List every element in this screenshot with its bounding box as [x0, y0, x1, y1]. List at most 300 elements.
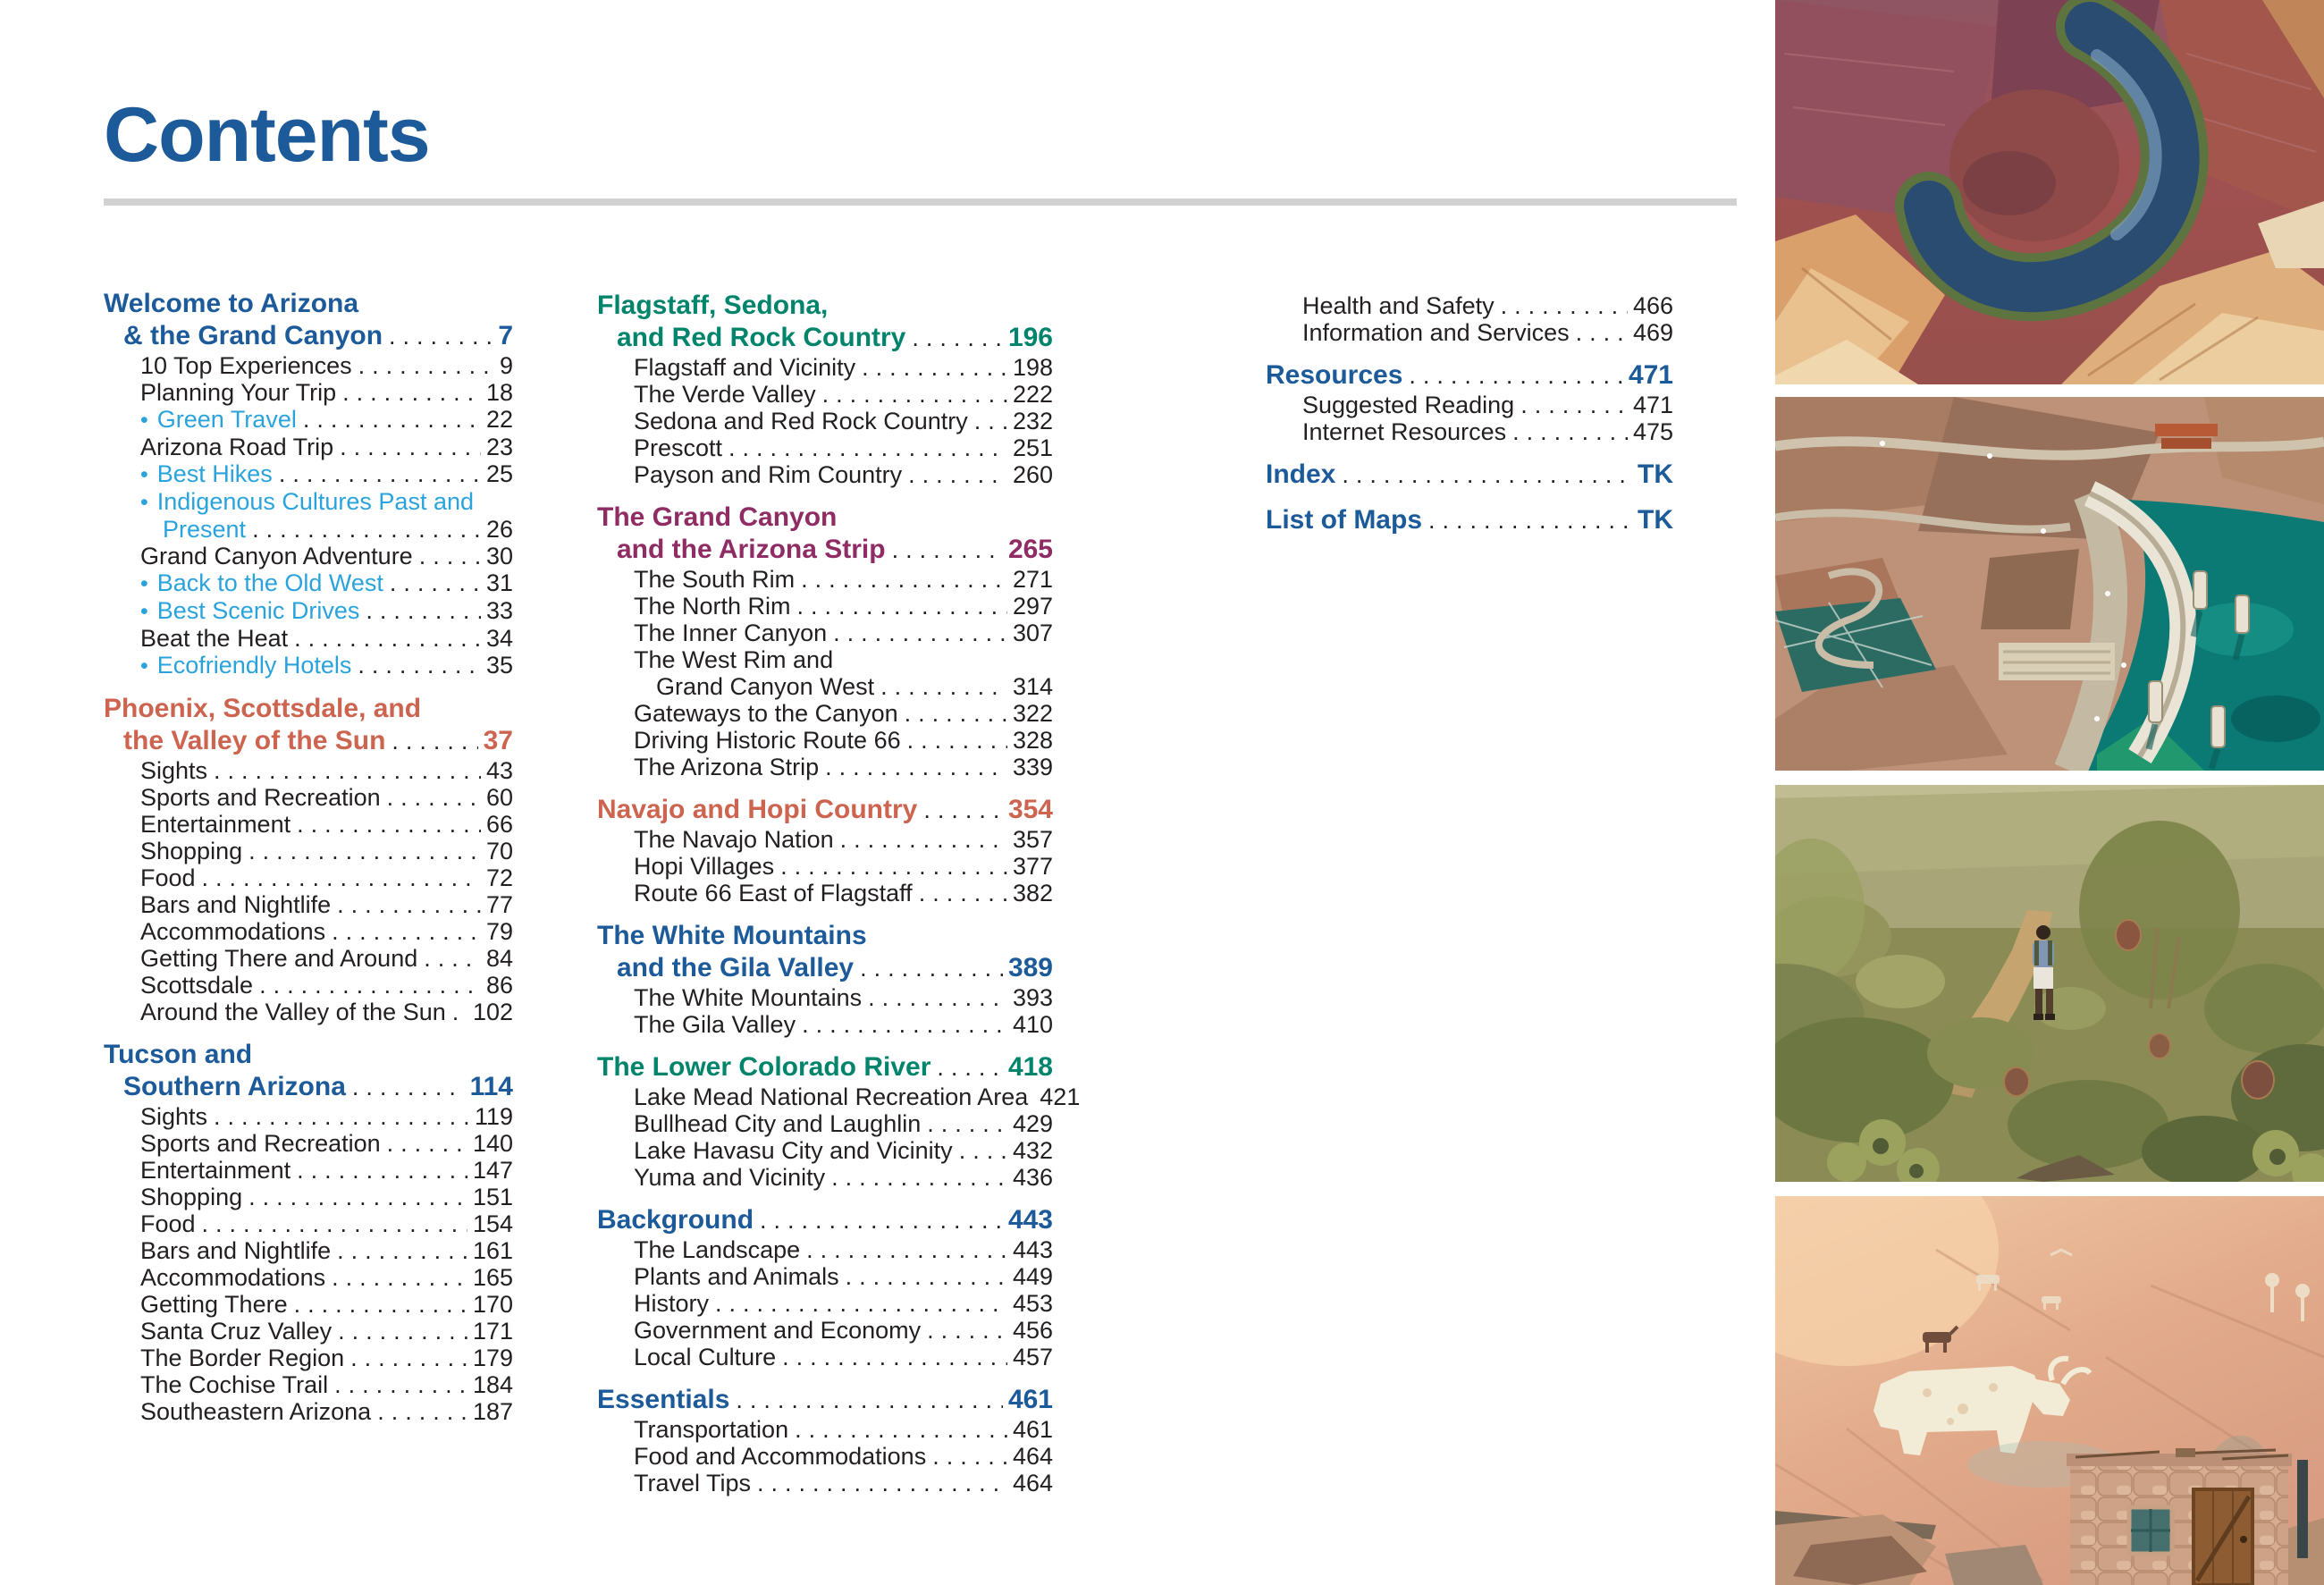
dot-leader	[932, 1443, 1007, 1470]
dot-leader	[202, 1210, 467, 1237]
toc-entry	[104, 1237, 513, 1264]
page-number: 475	[1632, 418, 1673, 445]
entry-label: Lake Havasu City and Vicinity	[634, 1137, 953, 1164]
page-number: 232	[1012, 408, 1053, 434]
section-header-row	[597, 1384, 1053, 1416]
toc-entry	[104, 1264, 513, 1291]
dot-leader	[214, 757, 481, 784]
toc-section	[597, 290, 1053, 488]
page-number: 43	[485, 757, 513, 784]
entry-label: Bars and Nightlife	[140, 891, 332, 918]
entry-label: Indigenous Cultures Past and	[156, 488, 474, 515]
dot-leader	[927, 1317, 1007, 1344]
dot-leader	[840, 826, 1007, 853]
entry-label: Government and Economy	[634, 1317, 922, 1344]
section-title: Background	[597, 1205, 754, 1235]
page-number: 471	[1632, 392, 1673, 418]
toc-entry	[104, 945, 513, 972]
toc-entry	[104, 918, 513, 945]
toc-section	[597, 794, 1053, 906]
section-title: Resources	[1266, 360, 1403, 390]
entry-label: Around the Valley of the Sun	[140, 999, 446, 1025]
page-number: 114	[469, 1072, 513, 1101]
dot-leader	[297, 1157, 467, 1184]
toc-entry	[597, 646, 1053, 673]
dot-leader	[846, 1263, 1007, 1290]
dot-leader	[905, 700, 1007, 727]
page-number: 456	[1012, 1317, 1053, 1344]
toc-entry	[597, 1110, 1053, 1137]
dot-leader	[880, 673, 1007, 700]
section-header-row	[597, 794, 1053, 826]
entry-label: Prescott	[634, 434, 723, 461]
entry-label: Southeastern Arizona	[140, 1398, 372, 1425]
entry-label: Entertainment	[140, 811, 291, 838]
dot-leader	[937, 1051, 1003, 1083]
page-number: 222	[1012, 381, 1053, 408]
page-number: 436	[1012, 1164, 1053, 1191]
toc-section	[597, 1204, 1053, 1370]
photo-pictograph-wall	[1775, 1196, 2324, 1585]
page-number: 22	[485, 406, 513, 433]
dot-leader	[392, 725, 477, 757]
entry-label: 10 Top Experiences	[140, 352, 352, 379]
toc-entry	[597, 880, 1053, 906]
section-title: and the Arizona Strip	[617, 535, 886, 564]
toc-entry	[1266, 392, 1673, 418]
page-number: 25	[485, 460, 513, 487]
dot-leader	[1342, 459, 1632, 491]
toc-entry	[597, 408, 1053, 434]
dot-leader	[974, 408, 1007, 434]
dot-leader	[294, 1291, 467, 1318]
page-number: 357	[1012, 826, 1053, 853]
dot-leader	[892, 534, 1003, 566]
dot-leader	[338, 1318, 467, 1345]
page-number: 179	[472, 1345, 513, 1371]
toc-entry	[597, 984, 1053, 1011]
toc-entry	[104, 1184, 513, 1210]
photo-desert-hiker	[1775, 785, 2324, 1182]
toc-entry	[104, 543, 513, 569]
dot-leader	[377, 1398, 467, 1425]
toc-entry	[597, 700, 1053, 727]
page-number: 31	[485, 569, 513, 596]
page-number: 429	[1012, 1110, 1053, 1137]
section-header-row	[597, 952, 1053, 984]
page-number: 457	[1012, 1344, 1053, 1370]
section-title: The Grand Canyon	[597, 502, 838, 532]
entry-label: The Verde Valley	[634, 381, 816, 408]
entry-label: Best Hikes	[156, 460, 273, 487]
page-number: 77	[485, 891, 513, 918]
photo-horseshoe-bend	[1775, 0, 2324, 384]
entry-label: Transportation	[634, 1416, 789, 1443]
page-number: 37	[483, 726, 513, 755]
toc-section	[597, 920, 1053, 1038]
entry-label: The Navajo Nation	[634, 826, 834, 853]
toc-entry	[597, 1470, 1053, 1496]
section-header-row	[597, 534, 1053, 566]
toc-entry	[104, 379, 513, 406]
toc-entry	[104, 891, 513, 918]
dot-leader	[334, 1371, 467, 1398]
page-number: 196	[1007, 323, 1053, 352]
dot-leader	[862, 354, 1007, 381]
dot-leader	[923, 794, 1003, 826]
dot-leader	[797, 593, 1007, 620]
toc-entry	[104, 352, 513, 379]
section-title: The White Mountains	[597, 921, 867, 950]
section-header-row	[104, 320, 513, 352]
section-header-row	[1266, 459, 1673, 491]
dot-leader	[340, 434, 481, 460]
dot-leader	[715, 1290, 1007, 1317]
toc-entry	[597, 1263, 1053, 1290]
entry-label: Present	[163, 516, 247, 543]
section-title: the Valley of the Sun	[123, 726, 386, 755]
dot-leader	[959, 1137, 1007, 1164]
entry-label: Shopping	[140, 1184, 243, 1210]
page-number: 165	[472, 1264, 513, 1291]
page-number: 453	[1012, 1290, 1053, 1317]
toc-entry	[104, 406, 513, 434]
toc-entry	[104, 1371, 513, 1398]
toc-entry	[597, 593, 1053, 620]
toc-entry	[104, 597, 513, 625]
dot-leader	[806, 1236, 1007, 1263]
bullet-icon: •	[140, 490, 148, 515]
entry-label: Ecofriendly Hotels	[156, 652, 352, 679]
dot-leader	[390, 569, 481, 596]
title-rule	[104, 198, 1737, 206]
entry-label: Arizona Road Trip	[140, 434, 334, 460]
entry-label: The South Rim	[634, 566, 796, 593]
toc-section	[1266, 359, 1673, 445]
toc-entry	[104, 460, 513, 488]
dot-leader	[248, 838, 481, 864]
entry-label: Flagstaff and Vicinity	[634, 354, 856, 381]
toc-entry	[104, 1318, 513, 1345]
bullet-icon: •	[140, 571, 148, 596]
entry-label: Travel Tips	[634, 1470, 752, 1496]
toc-column-3	[1266, 292, 1673, 536]
section-title: and Red Rock Country	[617, 323, 906, 352]
entry-label: Plants and Animals	[634, 1263, 839, 1290]
entry-label: Sports and Recreation	[140, 1130, 381, 1157]
dot-leader	[1520, 392, 1628, 418]
page-number: 35	[485, 652, 513, 679]
entry-label: Grand Canyon Adventure	[140, 543, 413, 569]
dot-leader	[350, 1345, 467, 1371]
dot-leader	[419, 543, 481, 569]
section-title: The Lower Colorado River	[597, 1052, 931, 1082]
page-number: 382	[1012, 880, 1053, 906]
dot-leader	[1576, 319, 1628, 346]
section-header-row	[597, 1051, 1053, 1083]
entry-label: Bullhead City and Laughlin	[634, 1110, 922, 1137]
entry-label: Driving Historic Route 66	[634, 727, 901, 754]
entry-label: Beat the Heat	[140, 625, 289, 652]
toc-entry	[597, 620, 1053, 646]
toc-section	[1266, 292, 1673, 346]
entry-label: Food	[140, 864, 196, 891]
page-number: 30	[485, 543, 513, 569]
toc-section	[597, 1384, 1053, 1496]
toc-entry	[104, 1103, 513, 1130]
page-number: 66	[485, 811, 513, 838]
page-number: 461	[1012, 1416, 1053, 1443]
dot-leader	[907, 727, 1007, 754]
section-title: Navajo and Hopi Country	[597, 795, 918, 824]
toc-entry	[104, 757, 513, 784]
dot-leader	[782, 1344, 1007, 1370]
toc-entry	[104, 625, 513, 652]
entry-label: Sedona and Red Rock Country	[634, 408, 968, 434]
section-title: Phoenix, Scottsdale, and	[104, 694, 422, 723]
toc-section	[104, 288, 513, 679]
dot-leader	[736, 1384, 1003, 1416]
page-number: 260	[1012, 461, 1053, 488]
page-number: 18	[485, 379, 513, 406]
dot-leader	[214, 1103, 469, 1130]
entry-label: Best Scenic Drives	[156, 597, 360, 624]
entry-label: Sights	[140, 757, 208, 784]
toc-entry	[597, 1290, 1053, 1317]
entry-label: Local Culture	[634, 1344, 777, 1370]
entry-label: The North Rim	[634, 593, 791, 620]
toc-entry	[104, 569, 513, 597]
bullet-icon: •	[140, 653, 148, 679]
page-number: 443	[1012, 1236, 1053, 1263]
toc-entry	[1266, 292, 1673, 319]
page-number: 34	[485, 625, 513, 652]
page-number: 23	[485, 434, 513, 460]
dot-leader	[337, 1237, 467, 1264]
page-number: 322	[1012, 700, 1053, 727]
page-number: 432	[1012, 1137, 1053, 1164]
page-number: 464	[1012, 1470, 1053, 1496]
toc-entry	[104, 1157, 513, 1184]
entry-label: Yuma and Vicinity	[634, 1164, 826, 1191]
page-number: 171	[472, 1318, 513, 1345]
dot-leader	[1512, 418, 1628, 445]
dot-leader	[352, 1071, 465, 1103]
dot-leader	[822, 381, 1007, 408]
dot-leader	[358, 652, 481, 679]
entry-label: Bars and Nightlife	[140, 1237, 332, 1264]
toc-entry	[104, 838, 513, 864]
page-number: 469	[1632, 319, 1673, 346]
entry-label: Entertainment	[140, 1157, 291, 1184]
dot-leader	[919, 880, 1007, 906]
toc-entry	[597, 381, 1053, 408]
bullet-icon: •	[140, 462, 148, 487]
page-number: 140	[472, 1130, 513, 1157]
page-number: 410	[1012, 1011, 1053, 1038]
page-number: 461	[1007, 1385, 1053, 1414]
entry-label: Payson and Rim Country	[634, 461, 903, 488]
dot-leader	[279, 460, 481, 487]
entry-label: Food	[140, 1210, 196, 1237]
page-number: 314	[1012, 673, 1053, 700]
toc-column-2	[597, 290, 1081, 1496]
toc-entry	[104, 864, 513, 891]
dot-leader	[337, 891, 481, 918]
entry-label: Route 66 East of Flagstaff	[634, 880, 913, 906]
dot-leader	[833, 620, 1007, 646]
section-header-row	[597, 1204, 1053, 1236]
toc-entry	[597, 754, 1053, 780]
page-title: Contents	[104, 92, 430, 178]
entry-label: Lake Mead National Recreation Area	[634, 1083, 1029, 1110]
toc-entry	[104, 652, 513, 679]
entry-label: Health and Safety	[1302, 292, 1495, 319]
entry-label: Food and Accommodations	[634, 1443, 927, 1470]
entry-label: The Cochise Trail	[140, 1371, 329, 1398]
dot-leader	[868, 984, 1007, 1011]
toc-entry	[1266, 418, 1673, 445]
section-title: List of Maps	[1266, 505, 1423, 535]
toc-section	[1266, 504, 1673, 536]
entry-label: History	[634, 1290, 710, 1317]
entry-label: Getting There and Around	[140, 945, 418, 972]
section-title: Southern Arizona	[123, 1072, 346, 1101]
dot-leader	[424, 945, 481, 972]
dot-leader	[927, 1110, 1007, 1137]
entry-label: Hopi Villages	[634, 853, 775, 880]
toc-entry	[597, 1416, 1053, 1443]
entry-label: Green Travel	[156, 406, 297, 433]
section-header-row	[597, 322, 1053, 354]
dot-leader	[259, 972, 481, 999]
toc-section	[1266, 459, 1673, 491]
page-number: 389	[1007, 953, 1053, 982]
toc-entry	[597, 354, 1053, 381]
entry-label: Planning Your Trip	[140, 379, 337, 406]
dot-leader	[297, 811, 481, 838]
page-number: 271	[1012, 566, 1053, 593]
dot-leader	[802, 1011, 1007, 1038]
toc-entry	[104, 1345, 513, 1371]
section-title: Essentials	[597, 1385, 730, 1414]
entry-label: Getting There	[140, 1291, 288, 1318]
toc-entry	[597, 1344, 1053, 1370]
dot-leader	[387, 1130, 467, 1157]
page-number: 466	[1632, 292, 1673, 319]
dot-leader	[452, 999, 467, 1025]
entry-label: Grand Canyon West	[656, 673, 875, 700]
entry-label: Scottsdale	[140, 972, 254, 999]
entry-label: Information and Services	[1302, 319, 1570, 346]
toc-entry	[597, 673, 1053, 700]
toc-entry	[597, 1083, 1081, 1110]
section-header-row	[104, 725, 513, 757]
dot-leader	[1501, 292, 1628, 319]
page-number: 421	[1040, 1083, 1081, 1110]
dot-leader	[908, 461, 1007, 488]
page-number: 60	[485, 784, 513, 811]
page-number: 307	[1012, 620, 1053, 646]
dot-leader	[728, 434, 1007, 461]
toc-entry	[104, 1398, 513, 1425]
entry-label: Back to the Old West	[156, 569, 383, 596]
toc-section	[104, 693, 513, 1025]
page-number: 443	[1007, 1205, 1053, 1235]
dot-leader	[252, 516, 481, 543]
section-title: and the Gila Valley	[617, 953, 855, 982]
page-number: 7	[498, 321, 513, 350]
dot-leader	[303, 406, 481, 433]
entry-label: Sports and Recreation	[140, 784, 381, 811]
section-header-row	[1266, 359, 1673, 392]
toc-section	[597, 1051, 1081, 1191]
entry-label: The Gila Valley	[634, 1011, 796, 1038]
dot-leader	[389, 320, 493, 352]
entry-label: Accommodations	[140, 918, 326, 945]
toc-entry	[104, 811, 513, 838]
dot-leader	[795, 1416, 1007, 1443]
toc-entry	[1266, 319, 1673, 346]
dot-leader	[1409, 359, 1623, 392]
page-number: 418	[1007, 1052, 1053, 1082]
toc-entry	[104, 999, 513, 1025]
toc-entry	[104, 434, 513, 460]
dot-leader	[342, 379, 481, 406]
toc-entry	[104, 784, 513, 811]
entry-label: The Border Region	[140, 1345, 345, 1371]
dot-leader	[831, 1164, 1007, 1191]
dot-leader	[801, 566, 1007, 593]
toc-entry	[597, 727, 1053, 754]
page-number: 26	[485, 516, 513, 543]
dot-leader	[332, 918, 481, 945]
toc-entry	[597, 853, 1053, 880]
dot-leader	[825, 754, 1007, 780]
dot-leader	[358, 352, 494, 379]
page-number: 328	[1012, 727, 1053, 754]
toc-entry	[597, 434, 1053, 461]
toc-entry	[597, 1137, 1053, 1164]
page-number: 393	[1012, 984, 1053, 1011]
page-number: 251	[1012, 434, 1053, 461]
page-number: 33	[485, 597, 513, 624]
toc-entry	[104, 1291, 513, 1318]
entry-label: Gateways to the Canyon	[634, 700, 898, 727]
dot-leader	[387, 784, 481, 811]
toc-section	[104, 1039, 513, 1425]
entry-label: Accommodations	[140, 1264, 326, 1291]
dot-leader	[366, 597, 481, 624]
page-number: TK	[1638, 505, 1673, 535]
entry-label: Suggested Reading	[1302, 392, 1515, 418]
entry-label: Shopping	[140, 838, 243, 864]
entry-label: The West Rim and	[634, 646, 834, 673]
dot-leader	[332, 1264, 467, 1291]
toc-entry	[104, 1210, 513, 1237]
toc-entry	[597, 1164, 1053, 1191]
page-number: TK	[1638, 459, 1673, 489]
dot-leader	[202, 864, 481, 891]
page-number: 464	[1012, 1443, 1053, 1470]
dot-leader	[294, 625, 481, 652]
page-number: 198	[1012, 354, 1053, 381]
toc-entry	[597, 1317, 1053, 1344]
section-header-row	[104, 1071, 513, 1103]
entry-label: Santa Cruz Valley	[140, 1318, 333, 1345]
dot-leader	[780, 853, 1007, 880]
section-title: Flagstaff, Sedona,	[597, 291, 829, 320]
